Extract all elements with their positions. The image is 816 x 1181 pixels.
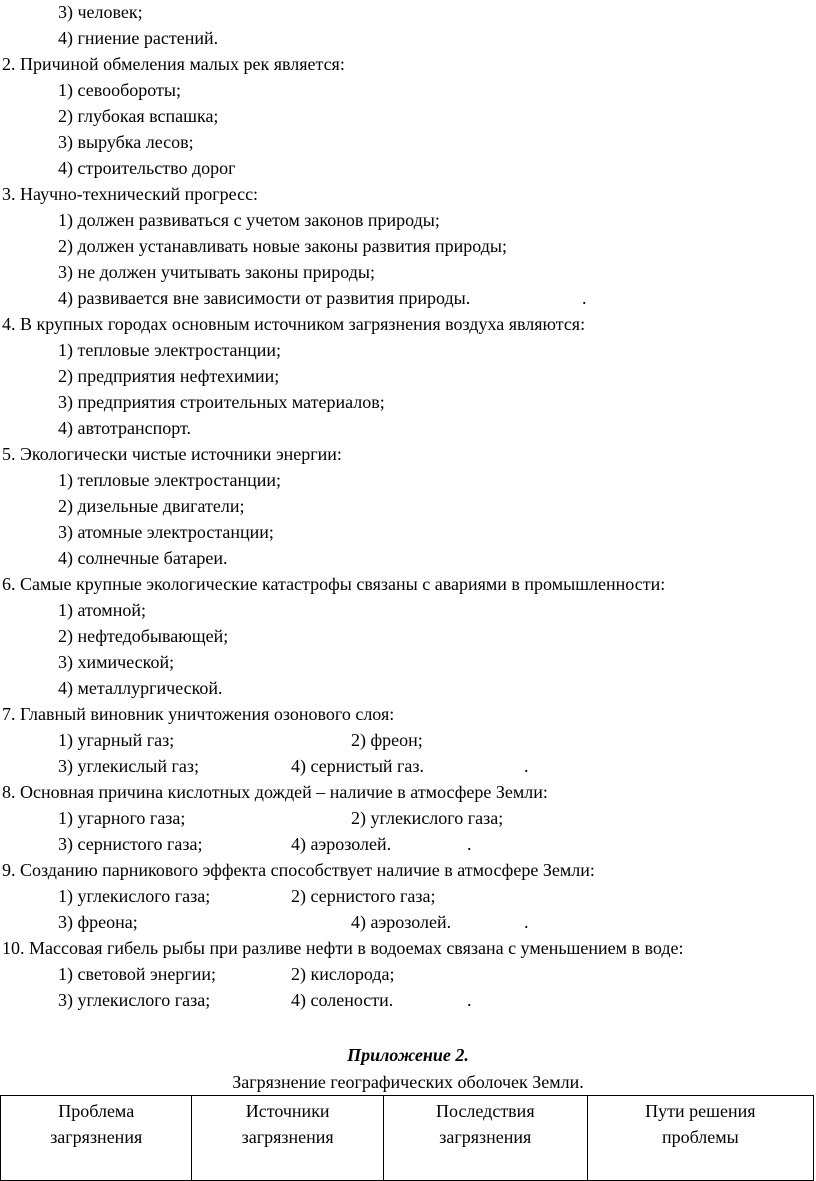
question-text: 10. Массовая гибель рыбы при разливе нефти в водоемах связана с уменьшением в воде: <box>2 938 684 958</box>
trailing-dot: . <box>467 990 472 1010</box>
pollution-table <box>0 1095 814 1181</box>
answer-option: 3) вырубка лесов; <box>58 132 194 152</box>
answer-option: 4) аэрозолей. <box>291 834 392 854</box>
appendix-title: Приложение 2. <box>347 1045 469 1065</box>
answer-option: 2) предприятия нефтехимии; <box>58 366 280 386</box>
question-text: 3. Научно-технический прогресс: <box>2 184 259 204</box>
table-caption: Загрязнение географических оболочек Земли. <box>232 1072 584 1092</box>
answer-option: 4) аэрозолей. <box>351 912 452 932</box>
table-header-row <box>1 1096 814 1181</box>
answer-option: 4) строительство дорог <box>58 158 236 178</box>
question-text: 7. Главный виновник уничтожения озонового слоя: <box>2 704 395 724</box>
answer-option: 4) солнечные батареи. <box>58 548 228 568</box>
header-cell-solutions: Пути решения проблемы <box>587 1096 813 1181</box>
header-cell-sources: Источники загрязнения <box>192 1096 383 1181</box>
answer-option: 3) предприятия строительных материалов; <box>58 392 385 412</box>
answer-option: 2) нефтедобывающей; <box>58 626 229 646</box>
answer-option: 1) должен развиваться с учетом законов природы; <box>58 210 440 230</box>
answer-option: 3) фреона; <box>58 912 138 932</box>
answer-option: 4) развивается вне зависимости от развития природы. <box>58 288 471 308</box>
answer-option: 1) тепловые электростанции; <box>58 340 282 360</box>
answer-option: 1) атомной; <box>58 600 146 620</box>
answer-option: 4) автотранспорт. <box>58 418 192 438</box>
answer-option: 2) глубокая вспашка; <box>58 106 219 126</box>
trailing-dot: . <box>524 912 529 932</box>
answer-option: 4) сернистый газ. <box>291 756 425 776</box>
answer-option: 2) кислорода; <box>291 964 395 984</box>
answer-option: 1) угарный газ; <box>58 730 175 750</box>
answer-option: 1) тепловые электростанции; <box>58 470 282 490</box>
answer-option: 4) солености. <box>291 990 394 1010</box>
trailing-dot: . <box>524 756 529 776</box>
question-text: 2. Причиной обмеления малых рек является: <box>2 54 345 74</box>
answer-option: 2) дизельные двигатели; <box>58 496 245 516</box>
trailing-dot: . <box>582 288 587 308</box>
answer-option: 3) углекислого газа; <box>58 990 211 1010</box>
answer-option: 3) сернистого газа; <box>58 834 203 854</box>
answer-option: 2) углекислого газа; <box>351 808 504 828</box>
question-text: 8. Основная причина кислотных дождей – наличие в атмосфере Земли: <box>2 782 548 802</box>
header-cell-consequences: Последствия загрязнения <box>383 1096 587 1181</box>
answer-option: 1) световой энергии; <box>58 964 217 984</box>
question-text: 4. В крупных городах основным источником загрязнения воздуха являются: <box>2 314 586 334</box>
answer-option: 2) сернистого газа; <box>291 886 436 906</box>
answer-option: 3) химической; <box>58 652 175 672</box>
answer-option: 1) угарного газа; <box>58 808 186 828</box>
question-text: 5. Экологически чистые источники энергии: <box>2 444 342 464</box>
answer-option: 1) севообороты; <box>58 80 181 100</box>
answer-option: 4) металлургической. <box>58 678 223 698</box>
answer-option: 3) атомные электростанции; <box>58 522 274 542</box>
answer-option: 3) человек; <box>58 2 143 22</box>
answer-option: 2) должен устанавливать новые законы развития природы; <box>58 236 508 256</box>
answer-option: 1) углекислого газа; <box>58 886 211 906</box>
answer-option: 2) фреон; <box>351 730 423 750</box>
answer-option: 3) углекислый газ; <box>58 756 199 776</box>
trailing-dot: . <box>467 834 472 854</box>
answer-option: 3) не должен учитывать законы природы; <box>58 262 376 282</box>
answer-option: 4) гниение растений. <box>58 28 219 48</box>
question-text: 9. Созданию парникового эффекта способствует наличие в атмосфере Земли: <box>2 860 595 880</box>
question-text: 6. Самые крупные экологические катастрофы связаны с авариями в промышленности: <box>2 574 666 594</box>
header-cell-problem: Проблема загрязнения <box>1 1096 192 1181</box>
